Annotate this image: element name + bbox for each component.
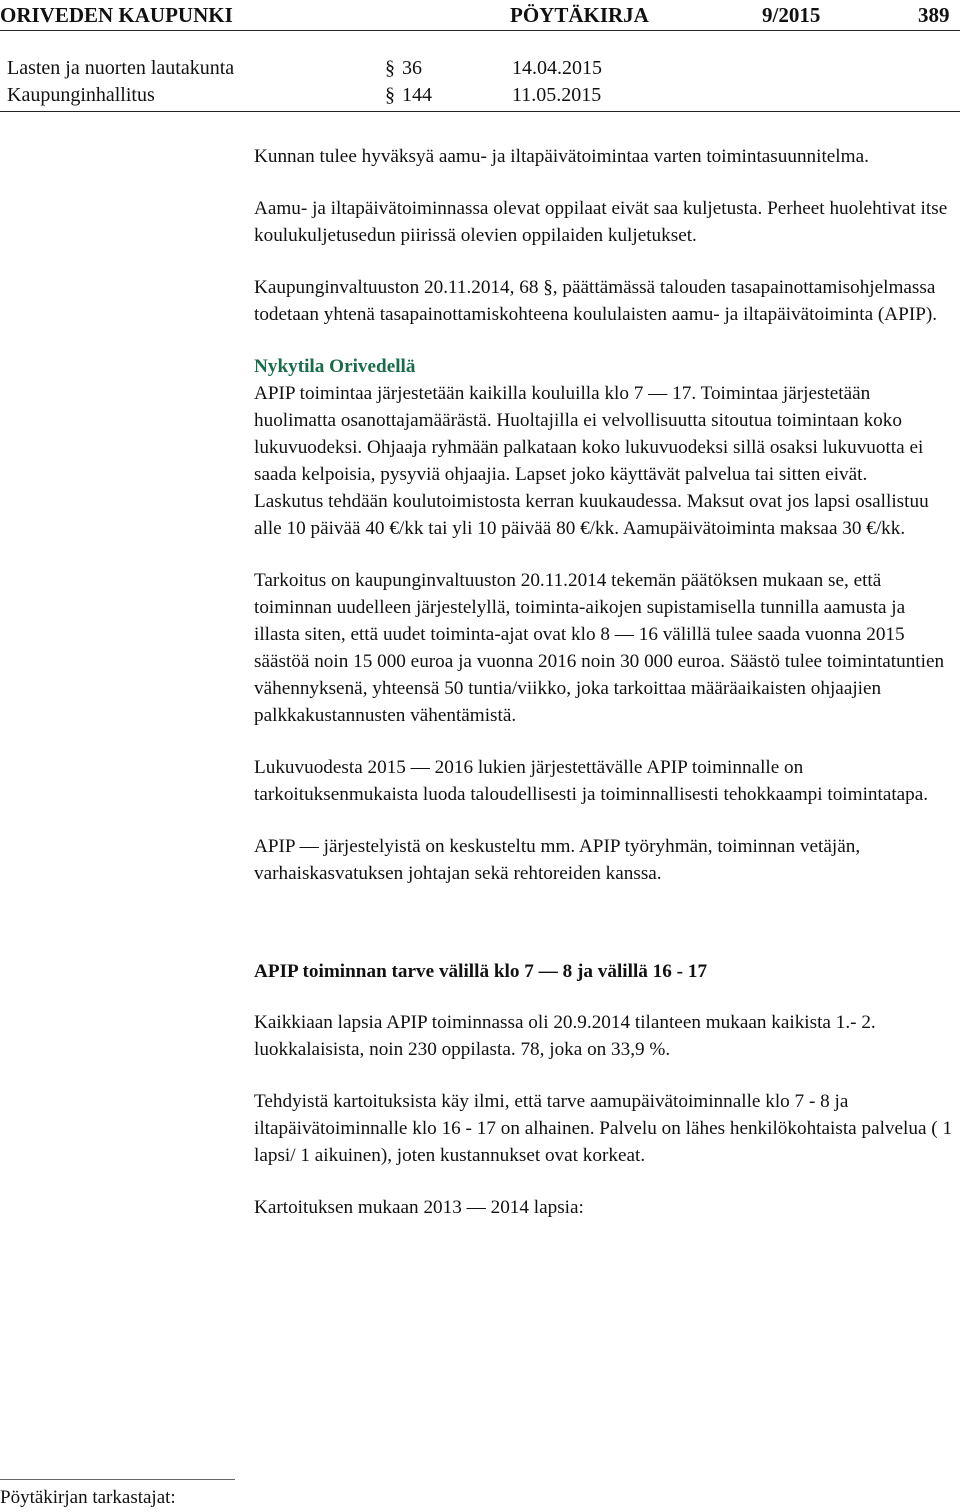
footer-label: Pöytäkirjan tarkastajat: xyxy=(0,1487,176,1508)
section-sign: § xyxy=(385,84,395,106)
spacer xyxy=(254,912,954,958)
meeting-reference-row xyxy=(0,57,960,83)
paragraph: Aamu- ja iltapäivätoiminnassa olevat oppilaat eivät saa kuljetusta. Perheet huolehtivat itse koulukuljetusedun piirissä olevien oppilaiden kuljetukset. xyxy=(254,198,948,246)
paragraph: Kartoituksen mukaan 2013 — 2014 lapsia: xyxy=(254,1197,584,1218)
footer-divider xyxy=(0,1479,235,1480)
paragraph: Laskutus tehdään koulutoimistosta kerran kuukaudessa. Maksut ovat jos lapsi osallistuu alle 10 päivää 40 €/kk tai yli 10 päivää 80 €/kk. Aamupäivätoiminta maksaa 30 €/kk. xyxy=(254,491,929,539)
paragraph: Kaupunginvaltuuston 20.11.2014, 68 §, päättämässä talouden tasapainottamisohjelmassa todetaan yhtenä tasapainottamiskohteena koululaisten aamu- ja iltapäivätoiminta (APIP). xyxy=(254,277,938,325)
section-heading: Nykytila Orivedellä xyxy=(254,356,416,377)
document-number: 9/2015 xyxy=(762,3,821,27)
paragraph: Tarkoitus on kaupunginvaltuuston 20.11.2014 tekemän päätöksen mukaan se, että toiminnan uudelleen järjestelyllä, toiminta-aikojen supistamisella tunnilla aamusta ja illasta siten, että uudet toiminta-ajat ovat klo 8 — 16 välillä tulee saada vuonna 2015 säästöä noin 15 000 euroa ja vuonna 2016 noin 30 000 euroa. Säästö tulee toimintatuntien vähennyksenä, yhteensä 50 tuntia/viikko, joka tarkoittaa määräaikaisten ohjaajien palkkakustannusten vähentämistä. xyxy=(254,570,945,726)
section-number: 144 xyxy=(402,84,432,106)
meeting-body: Kaupunginhallitus xyxy=(7,84,155,106)
document-type: PÖYTÄKIRJA xyxy=(510,3,649,27)
meeting-date: 11.05.2015 xyxy=(512,84,602,106)
paragraph: Kaikkiaan lapsia APIP toiminnassa oli 20.9.2014 tilanteen mukaan kaikista 1.- 2. luokkalaisista, noin 230 oppilasta. 78, joka on 33,9 %. xyxy=(254,1012,876,1060)
organization-name: ORIVEDEN KAUPUNKI xyxy=(0,3,233,27)
section-sign: § xyxy=(385,57,395,79)
paragraph: Tehdyistä kartoituksista käy ilmi, että tarve aamupäivätoiminnalle klo 7 - 8 ja iltapäivätoiminnalle klo 16 - 17 on alhainen. Palvelu on lähes henkilökohtaista palvelua ( 1 lapsi/ 1 aikuinen), joten kustannukset ovat korkeat. xyxy=(254,1091,953,1166)
meeting-date: 14.04.2015 xyxy=(512,57,602,79)
paragraph: Kunnan tulee hyväksyä aamu- ja iltapäivätoimintaa varten toimintasuunnitelma. xyxy=(254,146,869,167)
paragraph: Lukuvuodesta 2015 — 2016 lukien järjestettävälle APIP toiminnalle on tarkoituksenmukaista luoda taloudellisesti ja toiminnallisesti tehokkaampi toimintatapa. xyxy=(254,757,929,805)
paragraph: APIP toimintaa järjestetään kaikilla kouluilla klo 7 — 17. Toimintaa järjestetään huolimatta osanottajamäärästä. Huoltajilla ei velvollisuutta sitoutua toimintaan koko lukuvuodeksi. Ohjaaja ryhmään palkataan koko lukuvuodeksi sillä osaksi lukuvuotta ei saada kelpoisia, pysyviä ohjaajia. Lapset joko käyttävät palvelua tai sitten eivät. xyxy=(254,383,924,485)
document-header xyxy=(0,0,960,31)
section-number: 36 xyxy=(402,57,422,79)
document-body xyxy=(254,143,954,1246)
meeting-body: Lasten ja nuorten lautakunta xyxy=(7,57,235,79)
meeting-reference-row xyxy=(0,84,960,110)
page-number: 389 xyxy=(918,3,950,27)
section-heading: APIP toiminnan tarve välillä klo 7 — 8 ja välillä 16 - 17 xyxy=(254,961,708,982)
paragraph: APIP — järjestelyistä on keskusteltu mm. APIP työryhmän, toiminnan vetäjän, varhaiskasvatuksen johtajan sekä rehtoreiden kanssa. xyxy=(254,836,861,884)
meeting-references xyxy=(0,57,960,112)
